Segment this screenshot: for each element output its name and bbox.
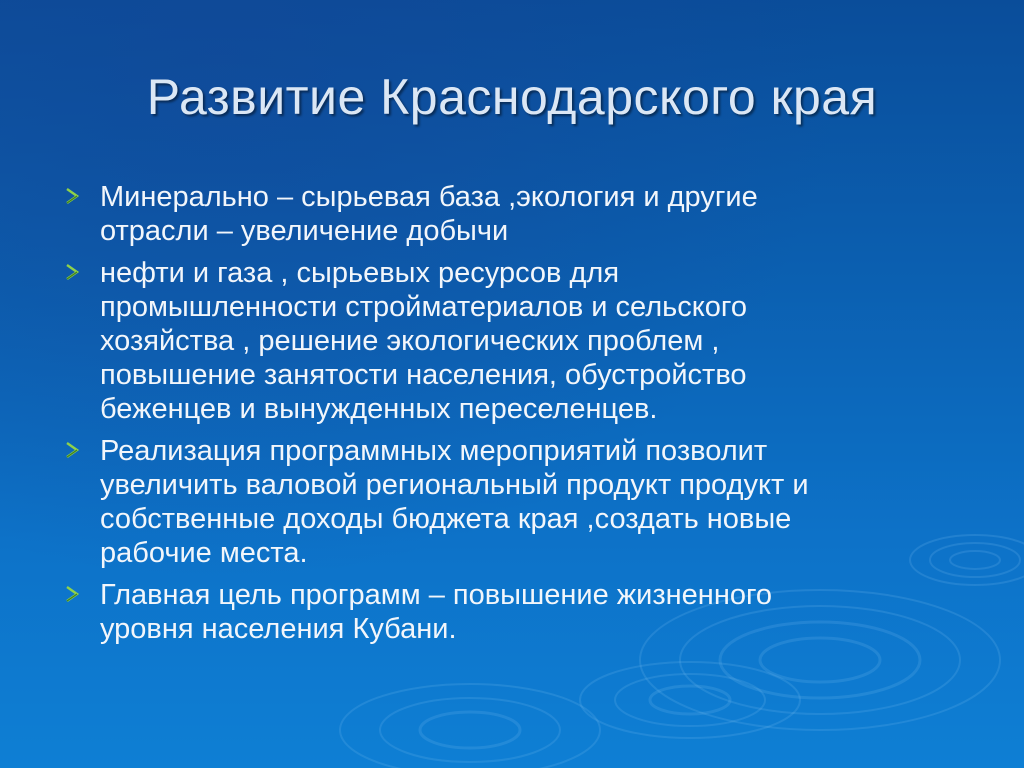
arrowhead-bullet-icon — [64, 583, 82, 605]
arrowhead-bullet-icon — [64, 439, 82, 461]
bullet-item — [62, 434, 962, 570]
bullet-list — [62, 180, 962, 654]
slide-title: Развитие Краснодарского края — [146, 69, 878, 125]
bullet-item — [62, 180, 962, 248]
bullet-item — [62, 578, 962, 646]
bullet-item — [62, 256, 962, 426]
bullet-text: нефти и газа , сырьевых ресурсов для промышленности стройматериалов и сельского хозяйства , решение экологических проблем , повышение занятости населения, обустройство беженцев и вынужденных переселенцев. — [100, 257, 747, 425]
arrowhead-bullet-icon — [64, 261, 82, 283]
arrowhead-bullet-icon — [64, 185, 82, 207]
bullet-text: Минерально – сырьевая база ,экология и другие отрасли – увеличение добычи — [100, 181, 758, 247]
bullet-text: Реализация программных мероприятий позволит увеличить валовой региональный продукт продукт и собственные доходы бюджета края ,создать новые рабочие места. — [100, 435, 809, 569]
bullet-text: Главная цель программ – повышение жизненного уровня населения Кубани. — [100, 579, 773, 645]
